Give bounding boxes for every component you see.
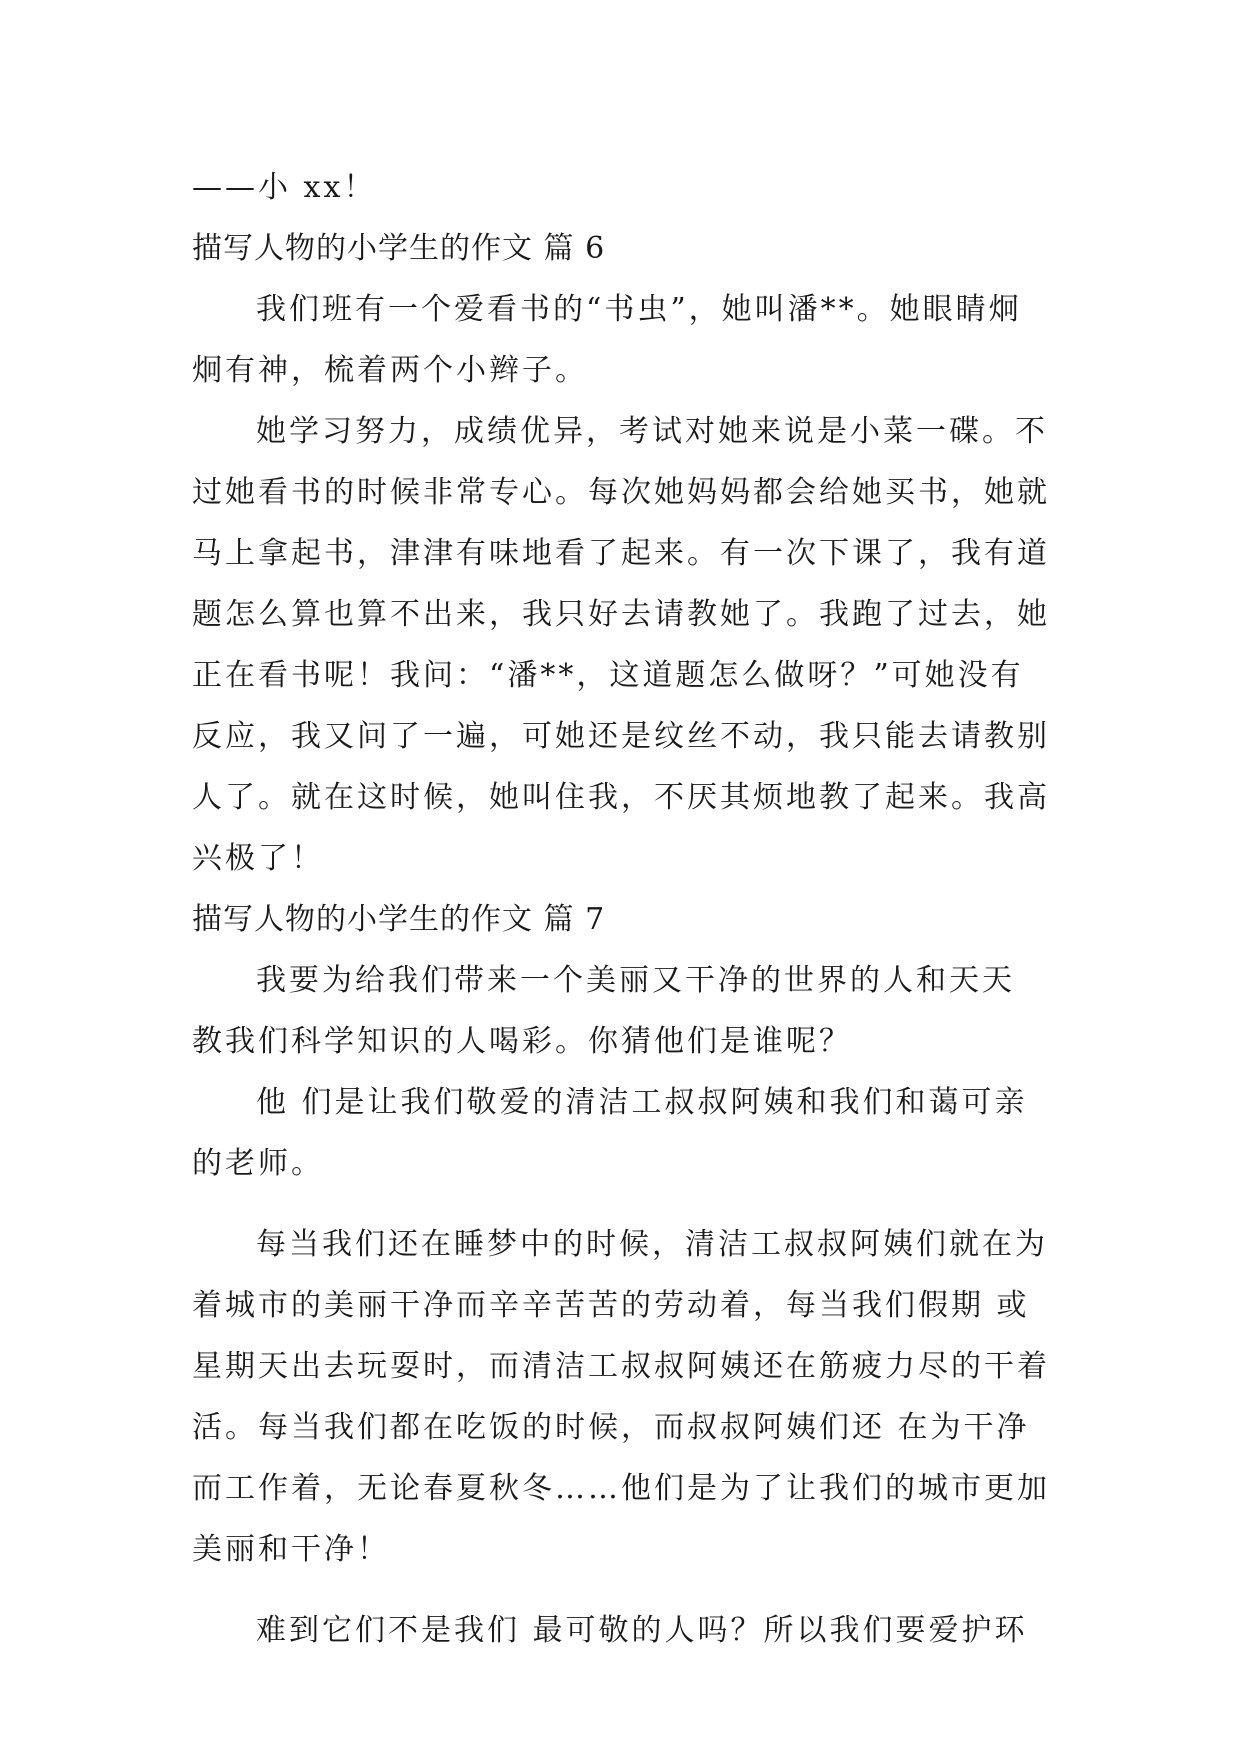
essay-7-line: 美丽和干净！: [192, 1532, 390, 1567]
essay-6-line: 人了。就在这时候，她叫住我，不厌其烦地教了起来。我高: [192, 780, 1050, 815]
essay-6-line: 她学习努力，成绩优异，考试对她来说是小菜一碟。不: [256, 414, 1048, 449]
essay-6-line: 题怎么算也算不出来，我只好去请教她了。我跑了过去，她: [192, 597, 1050, 632]
essay-7-line: 的老师。: [192, 1146, 324, 1181]
essay-6-line: 过她看书的时候非常专心。每次她妈妈都会给她买书，她就: [192, 475, 1050, 510]
essay-7-line: 活。每当我们都在吃饭的时候，而叔叔阿姨们还 在为干净: [192, 1410, 1030, 1445]
essay-6-heading: 描写人物的小学生的作文 篇 6: [192, 231, 606, 266]
essay-7-line: 每当我们还在睡梦中的时候，清洁工叔叔阿姨们就在为: [256, 1227, 1048, 1262]
essay-6-line: 正在看书呢！我问：“潘**，这道题怎么做呀？”可她没有: [192, 658, 1024, 693]
essay-7-heading: 描写人物的小学生的作文 篇 7: [192, 902, 606, 937]
essay-7-line: 着城市的美丽干净而辛辛苦苦的劳动着，每当我们假期 或: [192, 1288, 1030, 1323]
essay-7-line: 难到它们不是我们 最可敬的人吗？所以我们要爱护环: [256, 1613, 1028, 1648]
essay-6-line: 兴极了！: [192, 841, 324, 876]
essay-7-line: 星期天出去玩耍时，而清洁工叔叔阿姨还在筋疲力尽的干着: [192, 1349, 1050, 1384]
essay-6-line: 我们班有一个爱看书的“书虫”，她叫潘**。她眼睛炯: [256, 292, 1022, 327]
essay-7-line: 他 们是让我们敬爱的清洁工叔叔阿姨和我们和蔼可亲: [256, 1085, 1028, 1120]
essay-6-line: 炯有神，梳着两个小辫子。: [192, 353, 588, 388]
essay-6-line: 反应，我又问了一遍，可她还是纹丝不动，我只能去请教别: [192, 719, 1050, 754]
essay-7-line: 而工作着，无论春夏秋冬……他们是为了让我们的城市更加: [192, 1471, 1050, 1506]
essay-7-line: 我要为给我们带来一个美丽又干净的世界的人和天天: [256, 963, 1015, 998]
essay-6-line: 马上拿起书，津津有味地看了起来。有一次下课了，我有道: [192, 536, 1050, 571]
signature-line: ——小 xx！: [192, 170, 377, 205]
essay-7-line: 教我们科学知识的人喝彩。你猜他们是谁呢？: [192, 1024, 852, 1059]
